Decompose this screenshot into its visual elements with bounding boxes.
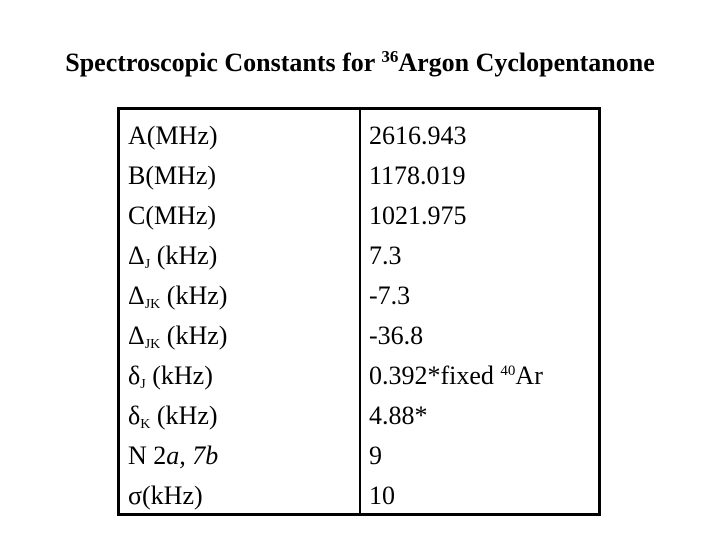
parameter-cell xyxy=(128,356,359,396)
value-cell xyxy=(369,316,598,356)
title-isotope-superscript: 36 xyxy=(381,47,399,66)
parameter-column xyxy=(120,110,361,513)
parameter-cell xyxy=(128,476,359,516)
parameter-symbol: δ xyxy=(128,361,141,390)
parameter-subscript: J xyxy=(140,377,146,392)
parameter-unit: (kHz) xyxy=(160,321,228,350)
value-suffix: Ar xyxy=(515,361,543,390)
parameter-cell xyxy=(128,236,359,276)
parameter-cell xyxy=(128,396,359,436)
parameter-symbol: C(MHz) xyxy=(128,201,217,230)
value-cell xyxy=(369,356,598,396)
parameter-unit: (kHz) xyxy=(150,241,218,270)
value-cell xyxy=(369,436,598,476)
value-cell xyxy=(369,116,598,156)
value-text: 9 xyxy=(369,441,382,470)
parameter-cell xyxy=(128,276,359,316)
value-text: 2616.943 xyxy=(369,121,467,150)
parameter-symbol: Δ xyxy=(128,241,145,270)
value-superscript: 40 xyxy=(500,363,516,379)
value-text: -36.8 xyxy=(369,321,424,350)
parameter-cell xyxy=(128,436,359,476)
value-cell xyxy=(369,276,598,316)
parameter-cell xyxy=(128,156,359,196)
value-text: 1178.019 xyxy=(369,161,466,190)
value-text: 0.392*fixed xyxy=(369,361,501,390)
value-cell xyxy=(369,396,598,436)
parameter-unit: (kHz) xyxy=(145,361,213,390)
value-text: -7.3 xyxy=(369,281,411,310)
parameter-italic: a, 7b xyxy=(166,441,219,470)
parameter-symbol: B(MHz) xyxy=(128,161,217,190)
value-cell xyxy=(369,156,598,196)
value-cell xyxy=(369,236,598,276)
value-cell xyxy=(369,476,598,516)
constants-table xyxy=(117,107,601,516)
value-text: 10 xyxy=(369,481,395,510)
title-prefix: Spectroscopic Constants for xyxy=(65,48,382,77)
slide-title xyxy=(0,48,720,78)
value-cell xyxy=(369,196,598,236)
parameter-subscript: J xyxy=(144,257,151,272)
parameter-cell xyxy=(128,316,359,356)
parameter-subscript: JK xyxy=(144,337,161,352)
parameter-subscript: K xyxy=(140,417,151,432)
parameter-symbol: δ xyxy=(128,401,141,430)
parameter-cell xyxy=(128,116,359,156)
parameter-symbol: Δ xyxy=(128,281,145,310)
value-column xyxy=(361,110,598,513)
title-suffix: Argon Cyclopentanone xyxy=(398,48,655,77)
value-text: 1021.975 xyxy=(369,201,467,230)
parameter-unit: (kHz) xyxy=(160,281,228,310)
parameter-symbol: A(MHz) xyxy=(128,121,218,150)
parameter-subscript: JK xyxy=(144,297,161,312)
parameter-symbol: Δ xyxy=(128,321,145,350)
parameter-symbol: N 2 xyxy=(128,441,167,470)
value-text: 4.88* xyxy=(369,401,428,430)
value-text: 7.3 xyxy=(369,241,402,270)
parameter-unit: (kHz) xyxy=(150,401,218,430)
parameter-cell xyxy=(128,196,359,236)
parameter-symbol: σ(kHz) xyxy=(128,481,203,510)
